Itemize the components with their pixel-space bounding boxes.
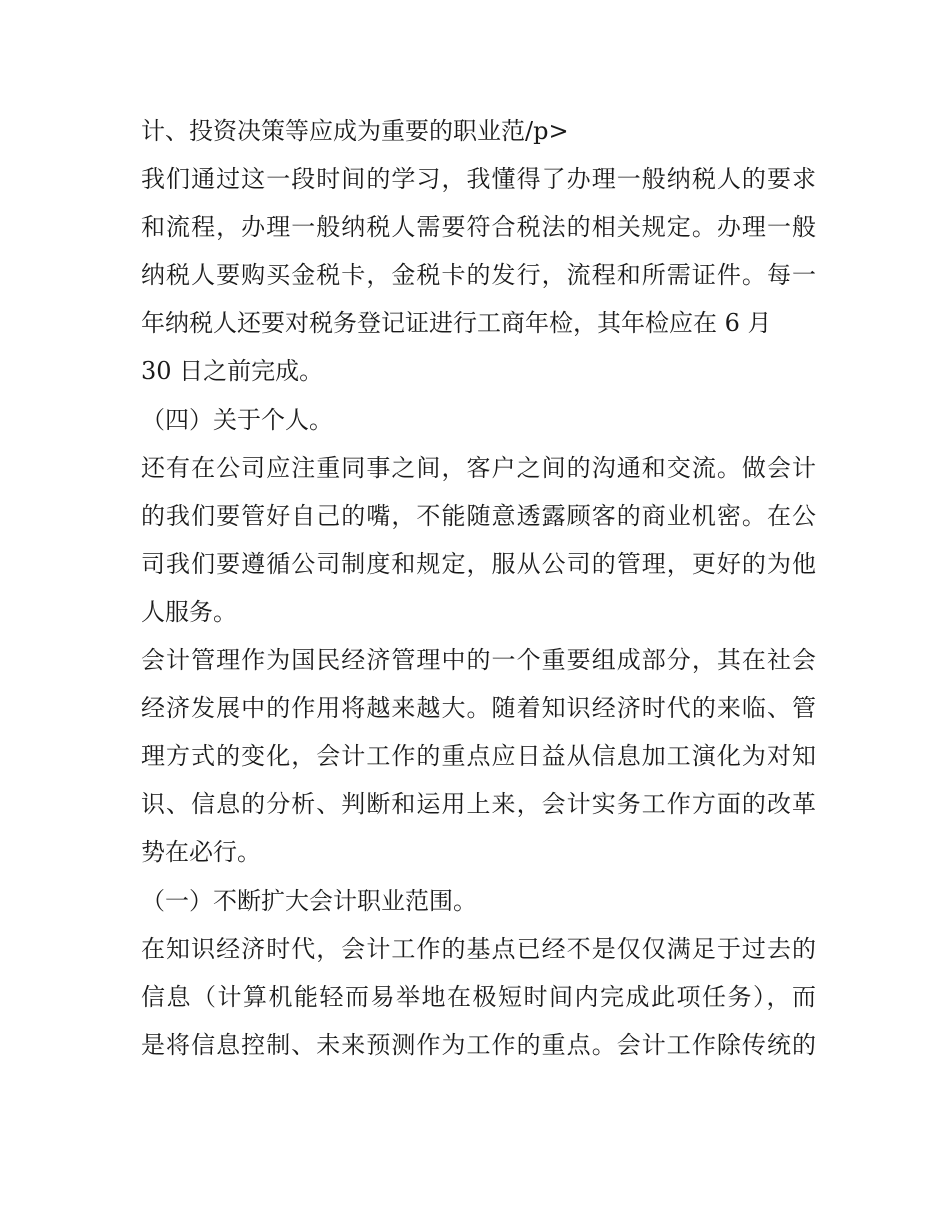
text-line: 的我们要管好自己的嘴，不能随意透露顾客的商业机密。在公 [141,501,816,530]
text-line: 识、信息的分析、判断和运用上来，会计实务工作方面的改革 [141,790,816,819]
text-line: 年纳税人还要对税务登记证进行工商年检，其年检应在 6 月 [141,309,772,338]
text-line: 我们通过这一段时间的学习，我懂得了办理一般纳税人的要求 [141,165,816,194]
text-line: 理方式的变化，会计工作的重点应日益从信息加工演化为对知 [141,742,816,771]
text-line: 还有在公司应注重同事之间，客户之间的沟通和交流。做会计 [141,453,816,482]
text-line: 是将信息控制、未来预测作为工作的重点。会计工作除传统的 [141,1030,816,1059]
text-line: 30 日之前完成。 [141,357,324,386]
text-line: 计、投资决策等应成为重要的职业范/p> [141,117,569,145]
text-line: 会计管理作为国民经济管理中的一个重要组成部分，其在社会 [141,646,816,675]
text-line: （四）关于个人。 [141,405,333,434]
text-line: 信息（计算机能轻而易举地在极短时间内完成此项任务），而 [141,982,816,1011]
text-line: 纳税人要购买金税卡，金税卡的发行，流程和所需证件。每一 [141,261,816,290]
text-line: 势在必行。 [141,838,261,867]
text-line: 和流程，办理一般纳税人需要符合税法的相关规定。办理一般 [141,213,816,242]
text-line: （一）不断扩大会计职业范围。 [141,886,477,915]
text-line: 在知识经济时代，会计工作的基点已经不是仅仅满足于过去的 [141,934,816,963]
text-line: 司我们要遵循公司制度和规定，服从公司的管理，更好的为他 [141,549,816,578]
text-line: 经济发展中的作用将越来越大。随着知识经济时代的来临、管 [141,694,816,723]
text-line: 人服务。 [141,597,237,626]
document-body [141,107,816,1069]
